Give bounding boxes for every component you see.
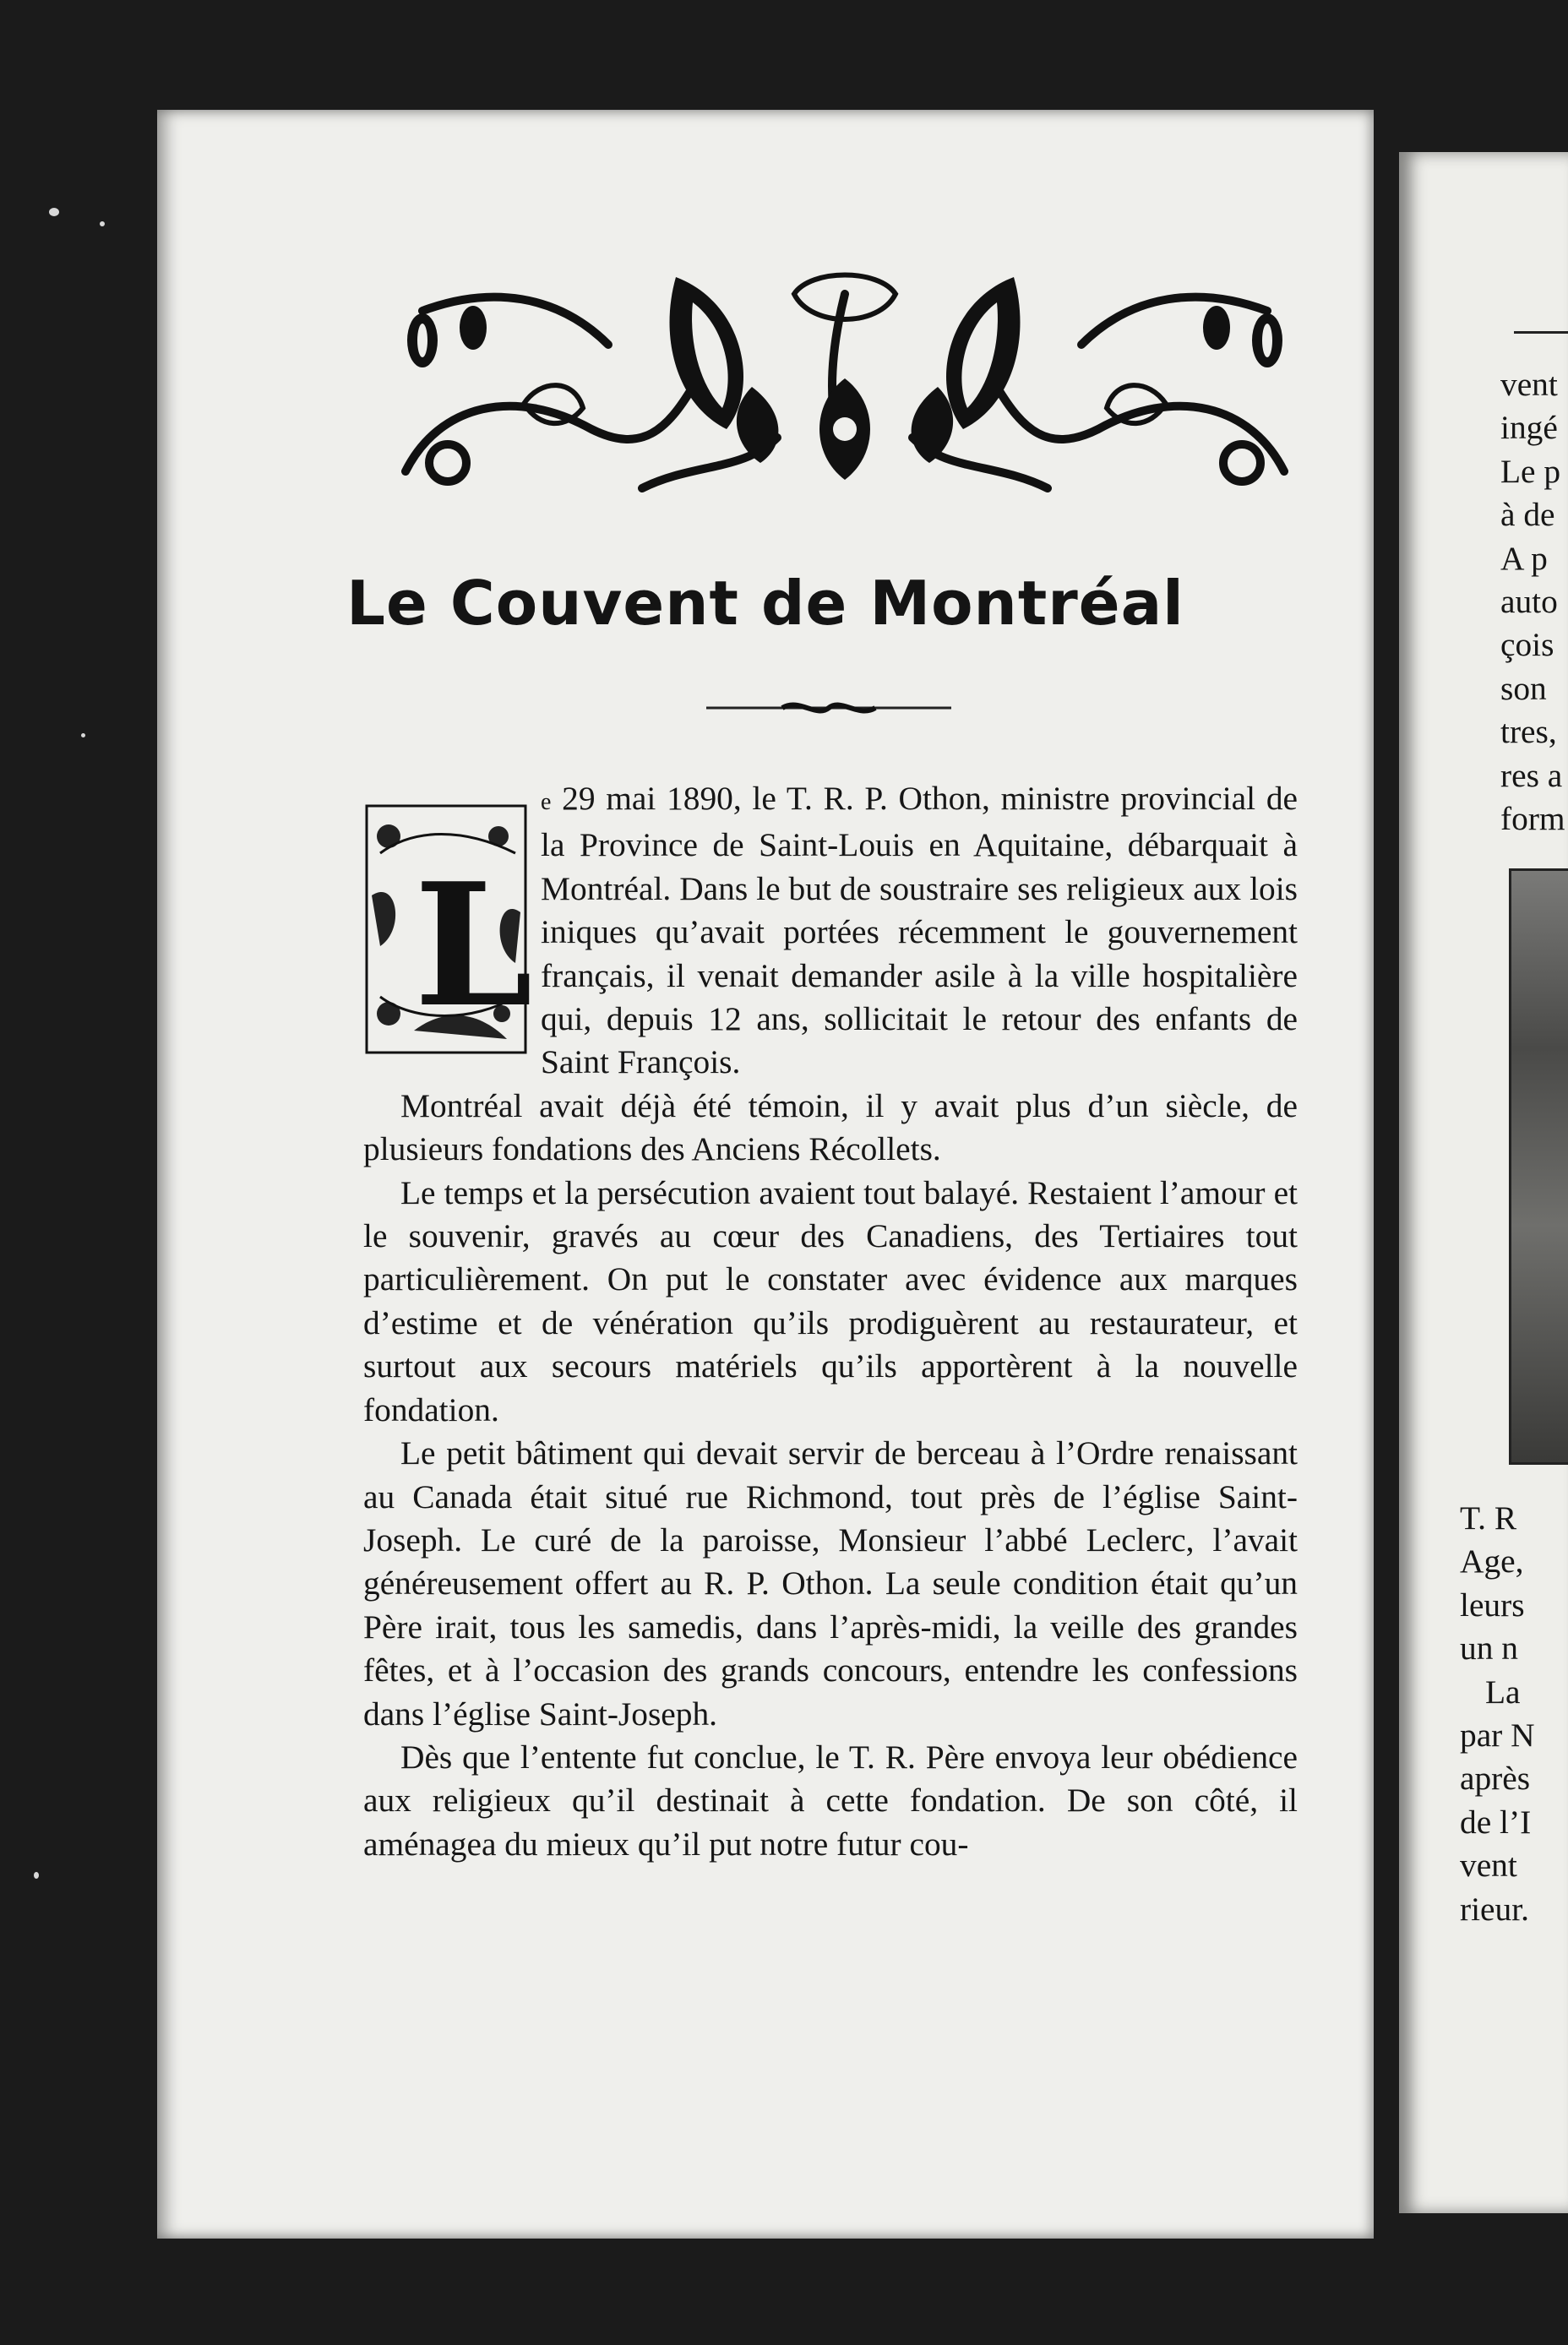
text-line: T. R (1460, 1499, 1517, 1537)
floral-ornament-header (389, 260, 1301, 497)
text-line: par N (1460, 1717, 1535, 1755)
paragraph (363, 777, 1298, 1085)
text-line: La (1485, 1673, 1521, 1711)
text-line: form (1500, 800, 1565, 838)
facing-page-text-top (1500, 363, 1568, 841)
title-flourish-rule (706, 691, 951, 725)
text-line: çois (1500, 626, 1554, 664)
paragraph: Montréal avait déjà été témoin, il y avait plus d’un siècle, de plusieurs fondations des Anciens Récollets. (363, 1086, 1298, 1168)
text-line: ingé (1500, 409, 1558, 447)
text-line: leurs (1460, 1586, 1525, 1624)
lead-small-caps: e (541, 789, 552, 815)
scan-speck (49, 208, 59, 216)
text-line: Age, (1460, 1542, 1524, 1581)
text-line: à de (1500, 496, 1555, 534)
facing-page-text-bottom (1460, 1497, 1568, 1931)
illuminated-drop-cap (363, 803, 533, 1056)
scan-speck (81, 733, 85, 737)
drop-cap-letter: L (414, 846, 533, 1045)
text-line: son (1500, 669, 1547, 707)
paragraph: Le temps et la persécution avaient tout balayé. Restaient l’amour et le souvenir, gravés au cœur des Canadiens, des Tertiaires tout particulièrement. On put le constater avec évidence aux marques d’estime et de vénération qu’ils prodiguèrent au restaurateur, et surtout aux secours matériels qu’ils apportèrent à la nouvelle fondation. (363, 1173, 1298, 1428)
paragraph-text: 29 mai 1890, le T. R. P. Othon, ministre provincial de la Province de Saint-Louis en Aquitaine, débarquait à Montréal. Dans le but de soustraire ses religieux aux lois iniques qu’avait portées récemment le gouvernement français, il venait demander asile à la ville hospitalière qui, depuis 12 ans, sollicitait le retour des enfants de Saint François. (541, 780, 1298, 1081)
text-line: res a (1500, 756, 1563, 794)
facing-page-rule (1514, 331, 1568, 334)
text-line: rieur. (1460, 1890, 1530, 1928)
page-title: Le Couvent de Montréal (346, 568, 1184, 639)
text-line: vent (1460, 1847, 1517, 1885)
text-line: après (1460, 1760, 1531, 1798)
scan-speck (100, 221, 105, 226)
article-body (363, 777, 1298, 1866)
facing-page-photo (1509, 868, 1568, 1465)
text-line: tres, (1500, 713, 1557, 751)
paragraph: Le petit bâtiment qui devait servir de berceau à l’Ordre renaissant au Canada était situé rue Richmond, tout près de l’église Saint-Joseph. Le curé de la paroisse, Monsieur l’abbé Leclerc, l’avait généreusement offert au R. P. Othon. La seule condition était qu’un Père irait, tous les samedis, dans l’après-midi, la veille des grandes fêtes, et à l’occasion des grands concours, entendre les confessions dans l’église Saint-Joseph. (363, 1434, 1298, 1733)
text-line: vent (1500, 366, 1558, 403)
text-line: auto (1500, 583, 1558, 621)
scan-speck (34, 1872, 39, 1879)
text-line: de l’I (1460, 1803, 1532, 1841)
text-line: un n (1460, 1630, 1518, 1668)
text-line: Le p (1500, 452, 1561, 490)
paragraph: Dès que l’entente fut conclue, le T. R. Père envoya leur obédience aux religieux qu’il destinait à cette fondation. De son côté, il aménagea du mieux qu’il put notre futur cou- (363, 1738, 1298, 1863)
text-line: A p (1500, 539, 1548, 577)
